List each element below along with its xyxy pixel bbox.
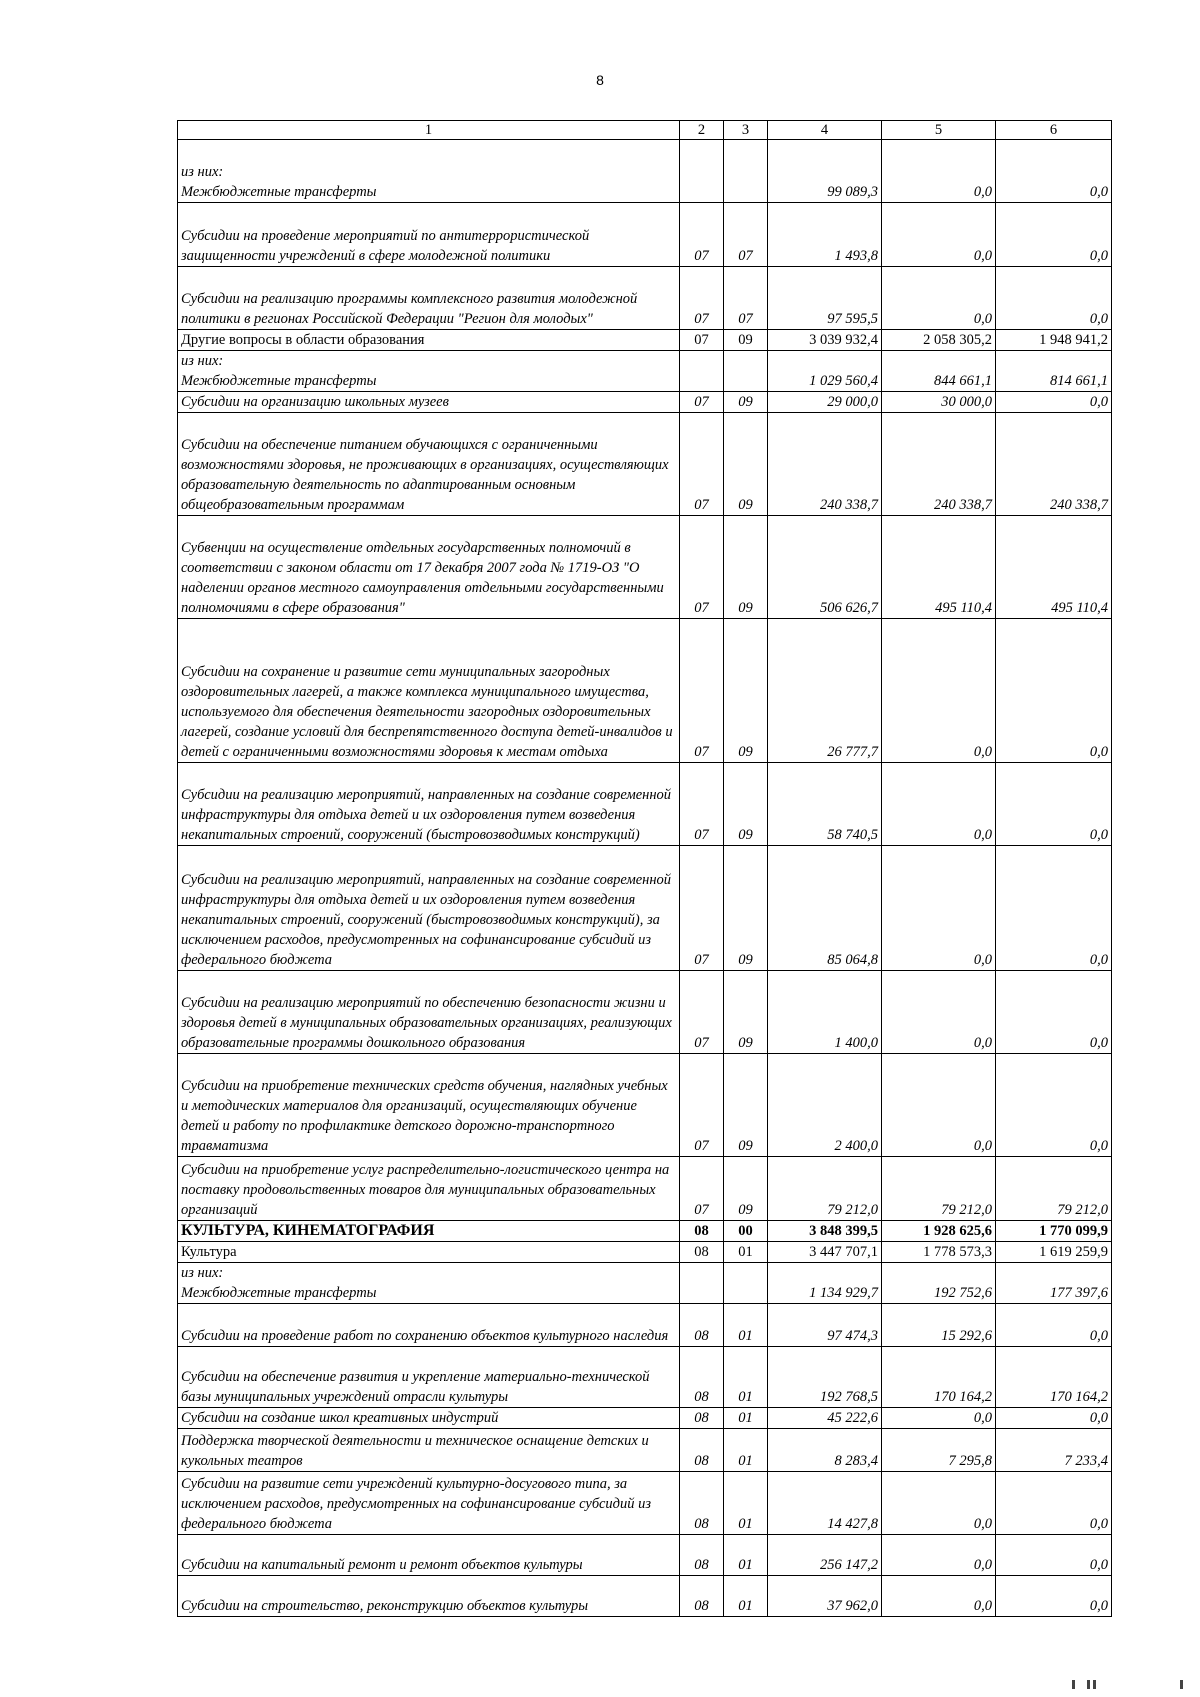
amount-col-6: 0,0 <box>996 1535 1112 1576</box>
subsection-code: 09 <box>724 1157 768 1221</box>
subsection-code: 09 <box>724 619 768 763</box>
scan-artifact <box>1093 1680 1096 1689</box>
amount-col-5: 192 752,6 <box>882 1263 996 1304</box>
subsection-code: 01 <box>724 1576 768 1617</box>
amount-col-4: 256 147,2 <box>768 1535 882 1576</box>
amount-col-6: 7 233,4 <box>996 1429 1112 1472</box>
amount-col-5: 0,0 <box>882 1408 996 1429</box>
column-header: 3 <box>724 121 768 140</box>
amount-col-4: 99 089,3 <box>768 140 882 203</box>
section-code: 08 <box>680 1576 724 1617</box>
section-code: 07 <box>680 330 724 351</box>
budget-table <box>177 120 1112 1617</box>
amount-col-4: 240 338,7 <box>768 413 882 516</box>
section-code: 08 <box>680 1242 724 1263</box>
row-name: Культура <box>178 1242 680 1263</box>
scan-artifact <box>1072 1680 1075 1689</box>
section-code: 07 <box>680 267 724 330</box>
amount-col-4: 506 626,7 <box>768 516 882 619</box>
row-name: из них: Межбюджетные трансферты <box>178 351 680 392</box>
section-code: 08 <box>680 1408 724 1429</box>
amount-col-4: 8 283,4 <box>768 1429 882 1472</box>
table-row <box>178 1347 1112 1408</box>
row-name: Субсидии на приобретение технических средств обучения, наглядных учебных и методических материалов для организаций, осуществляющих обучение детей и работу по профилактике детского дорожно-транспортного травматизма <box>178 1054 680 1157</box>
amount-col-5: 844 661,1 <box>882 351 996 392</box>
section-code <box>680 1263 724 1304</box>
amount-col-5: 0,0 <box>882 846 996 971</box>
table-row <box>178 1242 1112 1263</box>
column-header: 4 <box>768 121 882 140</box>
amount-col-4: 3 848 399,5 <box>768 1221 882 1242</box>
subsection-code: 01 <box>724 1304 768 1347</box>
row-name: КУЛЬТУРА, КИНЕМАТОГРАФИЯ <box>178 1221 680 1242</box>
amount-col-5: 0,0 <box>882 203 996 267</box>
amount-col-4: 1 134 929,7 <box>768 1263 882 1304</box>
subsection-code <box>724 140 768 203</box>
amount-col-6: 814 661,1 <box>996 351 1112 392</box>
amount-col-6: 0,0 <box>996 1472 1112 1535</box>
amount-col-5: 30 000,0 <box>882 392 996 413</box>
section-code: 07 <box>680 619 724 763</box>
scan-artifact <box>1180 1680 1183 1689</box>
table-row <box>178 516 1112 619</box>
table-row <box>178 971 1112 1054</box>
row-name: Субсидии на капитальный ремонт и ремонт объектов культуры <box>178 1535 680 1576</box>
subsection-code <box>724 1263 768 1304</box>
amount-col-4: 1 029 560,4 <box>768 351 882 392</box>
section-code: 07 <box>680 392 724 413</box>
subsection-code: 01 <box>724 1408 768 1429</box>
row-name: из них: Межбюджетные трансферты <box>178 140 680 203</box>
table-row <box>178 140 1112 203</box>
subsection-code: 00 <box>724 1221 768 1242</box>
amount-col-4: 97 595,5 <box>768 267 882 330</box>
column-header: 2 <box>680 121 724 140</box>
subsection-code: 07 <box>724 267 768 330</box>
amount-col-6: 495 110,4 <box>996 516 1112 619</box>
table-row <box>178 1304 1112 1347</box>
table-row <box>178 1535 1112 1576</box>
amount-col-4: 79 212,0 <box>768 1157 882 1221</box>
amount-col-4: 3 447 707,1 <box>768 1242 882 1263</box>
section-code: 07 <box>680 516 724 619</box>
amount-col-4: 2 400,0 <box>768 1054 882 1157</box>
amount-col-5: 0,0 <box>882 1535 996 1576</box>
amount-col-6: 0,0 <box>996 267 1112 330</box>
subsection-code: 09 <box>724 763 768 846</box>
amount-col-4: 26 777,7 <box>768 619 882 763</box>
amount-col-6: 0,0 <box>996 971 1112 1054</box>
section-code <box>680 351 724 392</box>
subsection-code: 09 <box>724 392 768 413</box>
row-name: Поддержка творческой деятельности и техническое оснащение детских и кукольных театров <box>178 1429 680 1472</box>
amount-col-5: 79 212,0 <box>882 1157 996 1221</box>
subsection-code: 09 <box>724 330 768 351</box>
section-code: 08 <box>680 1347 724 1408</box>
row-name: Субвенции на осуществление отдельных государственных полномочий в соответствии с законом области от 17 декабря 2007 года № 1719-ОЗ "О наделении органов местного самоуправления отдельными государственными полномочиями в сфере образования" <box>178 516 680 619</box>
column-header: 6 <box>996 121 1112 140</box>
column-header: 5 <box>882 121 996 140</box>
section-code: 08 <box>680 1304 724 1347</box>
subsection-code: 09 <box>724 971 768 1054</box>
amount-col-4: 29 000,0 <box>768 392 882 413</box>
row-name: Субсидии на сохранение и развитие сети муниципальных загородных оздоровительных лагерей, а также комплекса муниципального имущества, используемого для обеспечения деятельности загородных оздоровительных лагерей, создание условий для беспрепятственного доступа детей-инвалидов и детей с ограниченными возможностями здоровья к местам отдыха <box>178 619 680 763</box>
amount-col-5: 0,0 <box>882 619 996 763</box>
table-row <box>178 330 1112 351</box>
amount-col-5: 0,0 <box>882 1576 996 1617</box>
table-row <box>178 1408 1112 1429</box>
subsection-code: 01 <box>724 1472 768 1535</box>
row-name: Субсидии на реализацию мероприятий, направленных на создание современной инфраструктуры для отдыха детей и их оздоровления путем возведения некапитальных строений, сооружений (быстровозводимых конструкций), за исключением расходов, предусмотренных на софинансирование субсидий из федерального бюджета <box>178 846 680 971</box>
table-row <box>178 351 1112 392</box>
amount-col-5: 0,0 <box>882 140 996 203</box>
amount-col-5: 1 778 573,3 <box>882 1242 996 1263</box>
subsection-code <box>724 351 768 392</box>
section-code <box>680 140 724 203</box>
subsection-code: 01 <box>724 1347 768 1408</box>
amount-col-6: 0,0 <box>996 1576 1112 1617</box>
section-code: 08 <box>680 1535 724 1576</box>
row-name: Субсидии на проведение мероприятий по антитеррористической защищенности учреждений в сфере молодежной политики <box>178 203 680 267</box>
section-code: 07 <box>680 413 724 516</box>
amount-col-5: 1 928 625,6 <box>882 1221 996 1242</box>
table-row <box>178 1263 1112 1304</box>
header-row <box>178 121 1112 140</box>
row-name: Субсидии на развитие сети учреждений культурно-досугового типа, за исключением расходов, предусмотренных на софинансирование субсидий из федерального бюджета <box>178 1472 680 1535</box>
page-number: 8 <box>596 72 604 88</box>
row-name: Субсидии на приобретение услуг распределительно-логистического центра на поставку продовольственных товаров для муниципальных образовательных организаций <box>178 1157 680 1221</box>
amount-col-5: 7 295,8 <box>882 1429 996 1472</box>
amount-col-6: 240 338,7 <box>996 413 1112 516</box>
table-row <box>178 763 1112 846</box>
amount-col-4: 85 064,8 <box>768 846 882 971</box>
amount-col-4: 1 400,0 <box>768 971 882 1054</box>
subsection-code: 09 <box>724 516 768 619</box>
amount-col-6: 1 948 941,2 <box>996 330 1112 351</box>
row-name: Другие вопросы в области образования <box>178 330 680 351</box>
amount-col-6: 1 619 259,9 <box>996 1242 1112 1263</box>
amount-col-4: 192 768,5 <box>768 1347 882 1408</box>
amount-col-5: 170 164,2 <box>882 1347 996 1408</box>
amount-col-4: 3 039 932,4 <box>768 330 882 351</box>
section-code: 08 <box>680 1221 724 1242</box>
table-row <box>178 1054 1112 1157</box>
table-row <box>178 1472 1112 1535</box>
section-code: 07 <box>680 971 724 1054</box>
amount-col-5: 0,0 <box>882 267 996 330</box>
table-row <box>178 267 1112 330</box>
section-code: 07 <box>680 1054 724 1157</box>
section-code: 08 <box>680 1472 724 1535</box>
amount-col-4: 45 222,6 <box>768 1408 882 1429</box>
amount-col-5: 0,0 <box>882 763 996 846</box>
scan-artifact <box>1087 1680 1090 1689</box>
section-code: 07 <box>680 203 724 267</box>
amount-col-6: 0,0 <box>996 203 1112 267</box>
amount-col-4: 97 474,3 <box>768 1304 882 1347</box>
table-row <box>178 1221 1112 1242</box>
row-name: Субсидии на строительство, реконструкцию объектов культуры <box>178 1576 680 1617</box>
table-row <box>178 1576 1112 1617</box>
amount-col-6: 0,0 <box>996 846 1112 971</box>
table-row <box>178 413 1112 516</box>
amount-col-5: 2 058 305,2 <box>882 330 996 351</box>
amount-col-5: 495 110,4 <box>882 516 996 619</box>
row-name: из них: Межбюджетные трансферты <box>178 1263 680 1304</box>
amount-col-6: 0,0 <box>996 1054 1112 1157</box>
section-code: 07 <box>680 846 724 971</box>
table-row <box>178 1429 1112 1472</box>
table-row <box>178 392 1112 413</box>
amount-col-6: 0,0 <box>996 392 1112 413</box>
subsection-code: 01 <box>724 1242 768 1263</box>
amount-col-4: 58 740,5 <box>768 763 882 846</box>
amount-col-6: 0,0 <box>996 1408 1112 1429</box>
row-name: Субсидии на проведение работ по сохранению объектов культурного наследия <box>178 1304 680 1347</box>
amount-col-5: 0,0 <box>882 1054 996 1157</box>
amount-col-6: 1 770 099,9 <box>996 1221 1112 1242</box>
table-row <box>178 1157 1112 1221</box>
subsection-code: 09 <box>724 1054 768 1157</box>
amount-col-6: 170 164,2 <box>996 1347 1112 1408</box>
amount-col-6: 0,0 <box>996 619 1112 763</box>
row-name: Субсидии на обеспечение развития и укрепление материально-технической базы муниципальных учреждений отрасли культуры <box>178 1347 680 1408</box>
amount-col-5: 240 338,7 <box>882 413 996 516</box>
row-name: Субсидии на создание школ креативных индустрий <box>178 1408 680 1429</box>
row-name: Субсидии на реализацию мероприятий по обеспечению безопасности жизни и здоровья детей в муниципальных образовательных организациях, реализующих образовательные программы дошкольного образования <box>178 971 680 1054</box>
table-row <box>178 619 1112 763</box>
amount-col-4: 37 962,0 <box>768 1576 882 1617</box>
row-name: Субсидии на обеспечение питанием обучающихся с ограниченными возможностями здоровья, не проживающих в организациях, осуществляющих образовательную деятельность по адаптированным основным общеобразовательным программам <box>178 413 680 516</box>
table-row <box>178 846 1112 971</box>
section-code: 08 <box>680 1429 724 1472</box>
amount-col-4: 14 427,8 <box>768 1472 882 1535</box>
amount-col-6: 0,0 <box>996 763 1112 846</box>
section-code: 07 <box>680 1157 724 1221</box>
row-name: Субсидии на реализацию программы комплексного развития молодежной политики в регионах Российской Федерации "Регион для молодых" <box>178 267 680 330</box>
subsection-code: 09 <box>724 413 768 516</box>
amount-col-5: 0,0 <box>882 971 996 1054</box>
section-code: 07 <box>680 763 724 846</box>
amount-col-5: 0,0 <box>882 1472 996 1535</box>
amount-col-4: 1 493,8 <box>768 203 882 267</box>
amount-col-6: 177 397,6 <box>996 1263 1112 1304</box>
row-name: Субсидии на организацию школьных музеев <box>178 392 680 413</box>
subsection-code: 01 <box>724 1429 768 1472</box>
amount-col-6: 0,0 <box>996 1304 1112 1347</box>
subsection-code: 09 <box>724 846 768 971</box>
amount-col-6: 79 212,0 <box>996 1157 1112 1221</box>
subsection-code: 01 <box>724 1535 768 1576</box>
table-row <box>178 203 1112 267</box>
column-header: 1 <box>178 121 680 140</box>
row-name: Субсидии на реализацию мероприятий, направленных на создание современной инфраструктуры для отдыха детей и их оздоровления путем возведения некапитальных строений, сооружений (быстровозводимых конструкций) <box>178 763 680 846</box>
amount-col-6: 0,0 <box>996 140 1112 203</box>
subsection-code: 07 <box>724 203 768 267</box>
amount-col-5: 15 292,6 <box>882 1304 996 1347</box>
